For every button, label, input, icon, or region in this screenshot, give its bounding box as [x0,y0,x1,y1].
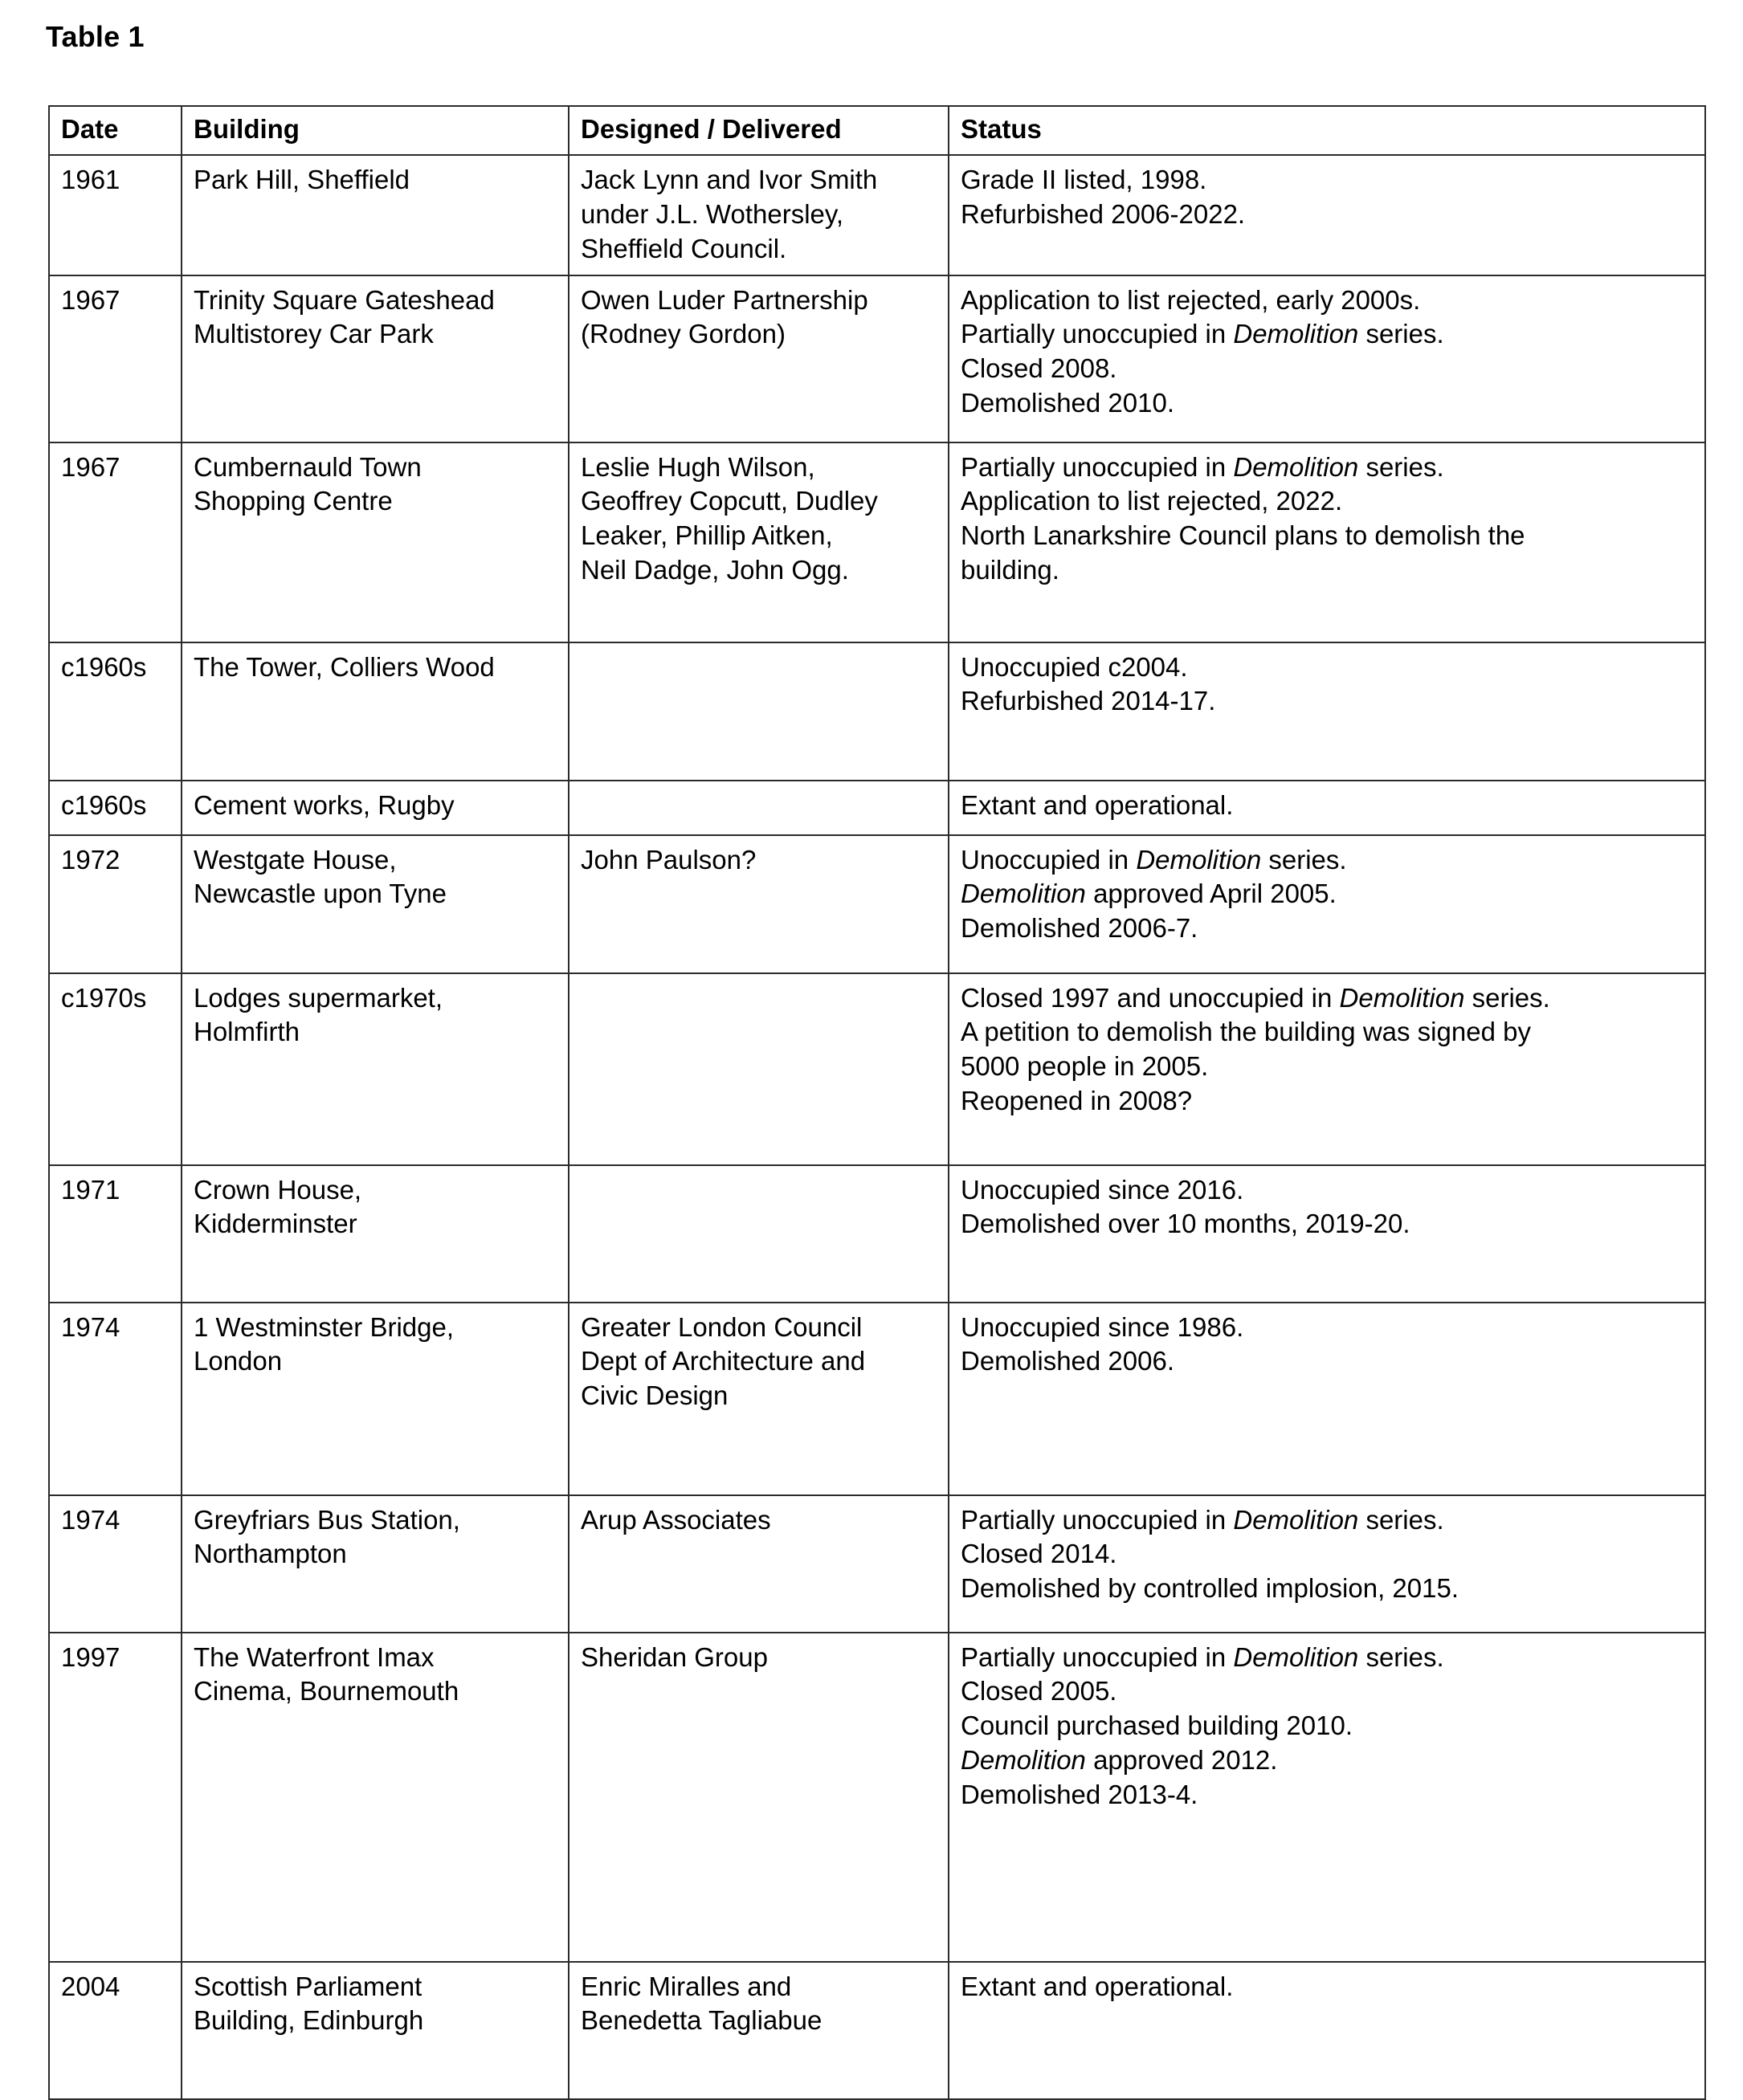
series-title: Demolition [1136,844,1262,875]
cell-building [182,642,569,781]
cell-line: Arup Associates [581,1504,771,1535]
cell-line: John Paulson? [581,844,757,875]
cell-line: Cinema, Bournemouth [194,1676,459,1707]
cell-line: Westgate House, [194,844,397,875]
cell-line: Refurbished 2014-17. [961,686,1216,716]
cell-line: Owen Luder Partnership [581,284,868,315]
table-header-row [49,106,1705,155]
cell-line: Trinity Square Gateshead [194,284,495,315]
cell-line: Closed 2008. [961,353,1117,384]
table-caption: Table 1 [46,20,145,53]
cell-designed-delivered [569,442,949,642]
column-header-building: Building [182,106,569,155]
cell-building [182,835,569,973]
cell-building [182,275,569,442]
cell-line: c1960s [61,789,147,820]
cell-designed-delivered [569,1165,949,1303]
cell-building [182,1303,569,1495]
cell-building [182,155,569,275]
cell-status [949,442,1705,642]
cell-line: (Rodney Gordon) [581,319,786,349]
cell-line: Demolished 2013-4. [961,1780,1198,1810]
cell-designed-delivered [569,1633,949,1962]
cell-line: Leslie Hugh Wilson, [581,451,815,482]
table-row [49,1303,1705,1495]
cell-line: Enric Miralles and [581,1971,792,2001]
cell-line: Application to list rejected, early 2000s. [961,284,1421,315]
cell-line: Reopened in 2008? [961,1086,1193,1116]
cell-line: Cumbernauld Town [194,451,422,482]
cell-date [49,442,182,642]
cell-building [182,1962,569,2099]
cell-line: Shopping Centre [194,486,393,516]
cell-designed-delivered [569,835,949,973]
cell-line: Greyfriars Bus Station, [194,1504,460,1535]
cell-status [949,1495,1705,1633]
cell-line: Closed 2014. [961,1539,1117,1569]
cell-line: Greater London Council [581,1311,863,1342]
cell-status [949,1962,1705,2099]
cell-line: 1971 [61,1174,120,1205]
cell-line: Grade II listed, 1998. [961,164,1207,194]
cell-line: Leaker, Phillip Aitken, [581,520,833,551]
cell-line: 1972 [61,844,120,875]
cell-status [949,155,1705,275]
cell-status [949,275,1705,442]
table-row [49,275,1705,442]
series-title: Demolition [1233,319,1359,349]
cell-line: Scottish Parliament [194,1971,422,2001]
cell-status [949,973,1705,1165]
cell-designed-delivered [569,1495,949,1633]
cell-date [49,1962,182,2099]
cell-designed-delivered [569,781,949,835]
cell-line: Crown House, [194,1174,362,1205]
cell-building [182,781,569,835]
cell-line: Partially unoccupied in Demolition series. [961,1641,1444,1672]
cell-date [49,642,182,781]
cell-line: 1967 [61,284,120,315]
column-header-designed: Designed / Delivered [569,106,949,155]
table-row [49,781,1705,835]
cell-line: 2004 [61,1971,120,2001]
cell-date [49,1633,182,1962]
cell-line: Unoccupied in Demolition series. [961,844,1347,875]
cell-line: Park Hill, Sheffield [194,164,410,194]
cell-line: Demolished 2006. [961,1346,1174,1376]
cell-line: 1974 [61,1311,120,1342]
cell-line: 1961 [61,164,120,194]
cell-line: Partially unoccupied in Demolition series. [961,1504,1444,1535]
cell-building [182,1495,569,1633]
cell-date [49,973,182,1165]
series-title: Demolition [1233,1504,1359,1535]
buildings-table [48,105,1706,2100]
cell-line: Lodges supermarket, [194,982,443,1013]
cell-date [49,1495,182,1633]
cell-designed-delivered [569,642,949,781]
cell-line: 1 Westminster Bridge, [194,1311,455,1342]
cell-line: Building, Edinburgh [194,2005,424,2036]
cell-line: Application to list rejected, 2022. [961,486,1343,516]
table-row [49,1495,1705,1633]
cell-line: 1974 [61,1504,120,1535]
cell-status [949,835,1705,973]
cell-line: Unoccupied since 2016. [961,1174,1244,1205]
cell-line: A petition to demolish the building was signed by [961,1017,1531,1047]
table-row [49,1962,1705,2099]
column-header-date: Date [49,106,182,155]
cell-building [182,973,569,1165]
cell-date [49,1303,182,1495]
table-row [49,642,1705,781]
cell-line: Unoccupied since 1986. [961,1311,1244,1342]
cell-line: Northampton [194,1539,347,1569]
cell-building [182,1165,569,1303]
cell-designed-delivered [569,1962,949,2099]
cell-line: Multistorey Car Park [194,319,434,349]
cell-building [182,1633,569,1962]
cell-line: Demolished 2010. [961,388,1174,418]
cell-line: Kidderminster [194,1209,357,1239]
table-header [49,106,1705,155]
cell-line: building. [961,555,1059,585]
cell-status [949,642,1705,781]
cell-date [49,155,182,275]
table-row [49,973,1705,1165]
cell-line: Benedetta Tagliabue [581,2005,823,2036]
table-row [49,1165,1705,1303]
cell-line: 5000 people in 2005. [961,1051,1209,1082]
cell-line: Geoffrey Copcutt, Dudley [581,486,878,516]
cell-line: Partially unoccupied in Demolition series. [961,451,1444,482]
cell-line: Demolished by controlled implosion, 2015. [961,1573,1459,1604]
cell-line: The Tower, Colliers Wood [194,651,495,682]
cell-line: 1967 [61,451,120,482]
cell-date [49,1165,182,1303]
cell-designed-delivered [569,1303,949,1495]
cell-building [182,442,569,642]
cell-line: under J.L. Wothersley, [581,198,844,229]
cell-date [49,835,182,973]
series-title: Demolition [961,879,1086,909]
cell-line: Dept of Architecture and [581,1346,866,1376]
cell-line: c1970s [61,982,147,1013]
cell-line: London [194,1346,283,1376]
cell-line: Demolition approved April 2005. [961,879,1337,909]
cell-line: 1997 [61,1641,120,1672]
cell-line: Demolished over 10 months, 2019-20. [961,1209,1410,1239]
cell-line: Demolition approved 2012. [961,1745,1278,1776]
cell-line: Partially unoccupied in Demolition series. [961,319,1444,349]
cell-line: North Lanarkshire Council plans to demolish the [961,520,1525,551]
cell-line: Jack Lynn and Ivor Smith [581,164,878,194]
table-row [49,155,1705,275]
cell-designed-delivered [569,155,949,275]
cell-line: Neil Dadge, John Ogg. [581,555,849,585]
cell-line: Sheridan Group [581,1641,768,1672]
table-row [49,442,1705,642]
cell-line: Demolished 2006-7. [961,913,1198,944]
cell-status [949,781,1705,835]
cell-designed-delivered [569,973,949,1165]
cell-line: Unoccupied c2004. [961,651,1188,682]
series-title: Demolition [961,1745,1086,1776]
cell-line: Council purchased building 2010. [961,1711,1353,1741]
cell-line: Cement works, Rugby [194,789,455,820]
cell-line: c1960s [61,651,147,682]
cell-designed-delivered [569,275,949,442]
cell-line: Extant and operational. [961,1971,1234,2001]
cell-date [49,781,182,835]
cell-status [949,1303,1705,1495]
cell-line: Holmfirth [194,1017,300,1047]
series-title: Demolition [1233,1641,1359,1672]
cell-line: Civic Design [581,1380,729,1411]
cell-line: Closed 1997 and unoccupied in Demolition series. [961,982,1550,1013]
cell-line: Closed 2005. [961,1676,1117,1707]
series-title: Demolition [1233,451,1359,482]
cell-line: The Waterfront Imax [194,1641,435,1672]
series-title: Demolition [1339,982,1465,1013]
table-row [49,835,1705,973]
cell-line: Extant and operational. [961,789,1234,820]
table-row [49,1633,1705,1962]
column-header-status: Status [949,106,1705,155]
table-body [49,155,1705,2099]
cell-date [49,275,182,442]
cell-line: Sheffield Council. [581,233,787,263]
cell-status [949,1165,1705,1303]
cell-status [949,1633,1705,1962]
cell-line: Newcastle upon Tyne [194,879,447,909]
cell-line: Refurbished 2006-2022. [961,198,1246,229]
